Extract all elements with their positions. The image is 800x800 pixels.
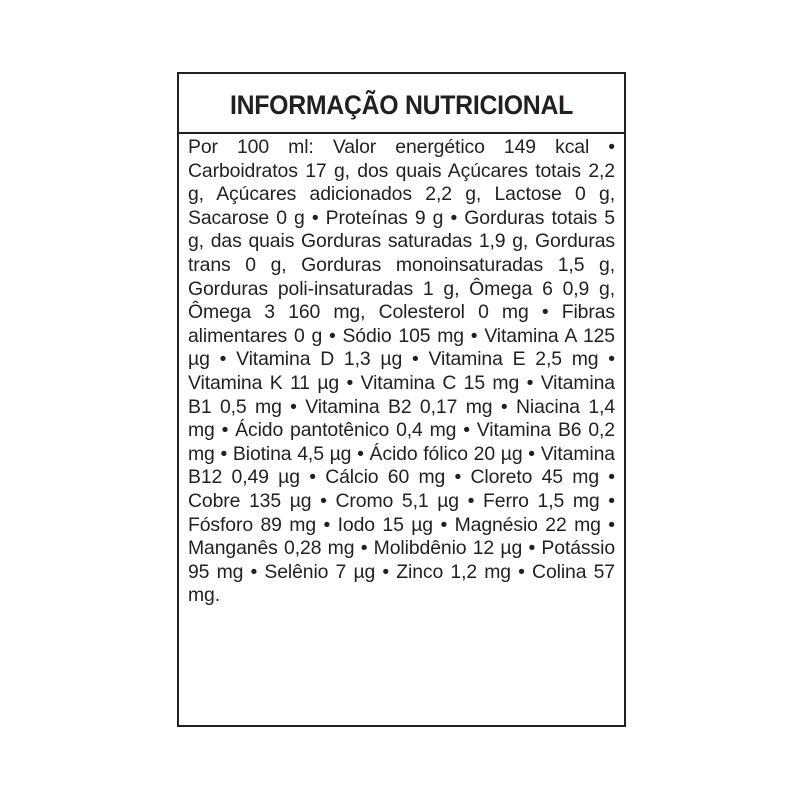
nutrition-facts-text: Por 100 ml: Valor energético 149 kcal • Carboidratos 17 g, dos quais Açúcares totais 2,2 g, Açúcares adicionados 2,2 g, Lactose 0 g, Sacarose 0 g • Proteínas 9 g • Gorduras totais 5 g, das quais Gorduras saturadas 1,9 g, Gorduras trans 0 g, Gorduras monoinsaturadas 1,5 g, Gorduras poli-insaturadas 1 g, Ômega 6 0,9 g, Ômega 3 160 mg, Colesterol 0 mg • Fibras alimentares 0 g • Sódio 105 mg • Vitamina A 125 µg • Vitamina D 1,3 µg • Vitamina E 2,5 mg • Vitamina K 11 µg • Vitamina C 15 mg • Vitamina B1 0,5 mg • Vitamina B2 0,17 mg • Niacina 1,4 mg • Ácido pantotênico 0,4 mg • Vitamina B6 0,2 mg • Biotina 4,5 µg • Ácido fólico 20 µg • Vitamina B12 0,49 µg • Cálcio 60 mg • Cloreto 45 mg • Cobre 135 µg • Cromo 5,1 µg • Ferro 1,5 mg • Fósforo 89 mg • Iodo 15 µg • Magnésio 22 mg • Manganês 0,28 mg • Molibdênio 12 µg • Potássio 95 mg • Selênio 7 µg • Zinco 1,2 mg • Colina 57 mg. bbox=[188, 136, 615, 607]
label-title: INFORMAÇÃO NUTRICIONAL bbox=[229, 90, 574, 120]
title-divider bbox=[179, 132, 624, 134]
nutrition-label bbox=[177, 72, 626, 727]
